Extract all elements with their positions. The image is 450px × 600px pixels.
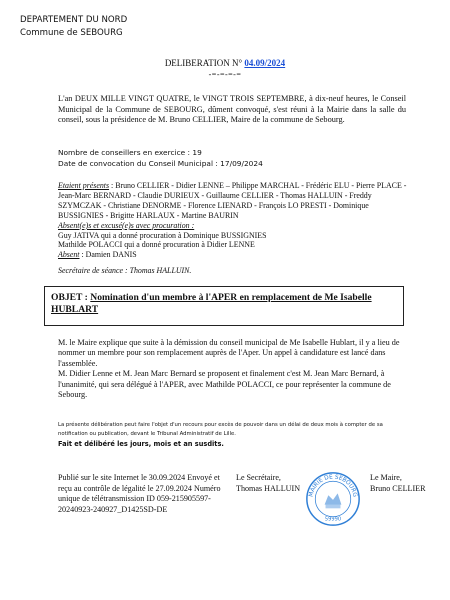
absent-list: : Damien DANIS [79,250,137,260]
secretary-name: Thomas HALLUIN [236,483,301,493]
convocation-date: Date de convocation du Conseil Municipal : 17/09/2024 [58,158,263,168]
attendance-block [58,181,408,260]
deliberation-heading [0,58,450,80]
mairie-stamp-icon [305,471,361,527]
fait-line: Fait et délibéré les jours, mois et an susdits. [58,440,224,448]
present-line [58,181,408,221]
mayor-role: Le Maire, [370,473,402,482]
svg-text:59990: 59990 [324,516,342,523]
intro-paragraph: L'an DEUX MILLE VINGT QUATRE, le VINGT TROIS SEPTEMBRE, à dix-neuf heures, le Conseil Municipal de la Commune de SEBOURG, dûment convoqué, s'est réuni à la Mairie dans la salle du conseil, sous la présidence de M. Bruno CELLIER, Maire de la commune de Sebourg. [58,94,406,125]
absent-label: Absent [58,250,80,260]
publication-info: Publié sur le site Internet le 30.09.2024 Envoyé et reçu au contrôle de légalité le 27.09.2024 Numéro unique de télétransmission ID 059-215905597-20240923-240927_D1425SD-DE [58,473,221,514]
body-paragraph-2: M. Didier Lenne et M. Jean Marc Bernard se proposent et finalement c'est M. Jean Marc Bernard, à l'unanimité, qui sera délégué à l'APER, avec Mathilde POLACCI, ce pour représenter la commune de Sebourg. [58,369,391,400]
proxy-line-1: Guy JATIVA qui a donné procuration à Dominique BUSSIGNIES [58,230,267,240]
department-name: DEPARTEMENT DU NORD [20,15,128,25]
deliberation-body [58,338,404,400]
body-paragraph-1: M. le Maire explique que suite à la démission du conseil municipal de Me Isabelle Hublart, il y a lieu de nommer un membre pour son remplacement auprès de l'Aper. Un appel à candidature est lancé dans l'assemblée. [58,338,400,368]
svg-text:MAIRIE DE SEBOURG: MAIRIE DE SEBOURG [308,474,358,498]
present-label: Etaient présents [58,181,110,190]
secretary-line: Secrétaire de séance : Thomas HALLUIN. [58,266,192,275]
proxy-line-2: Mathilde POLACCI qui a donné procuration à Didier LENNE [58,240,255,250]
members-count: Nombre de conseillers en exercice : 19 [58,148,202,157]
mayor-signature [370,473,426,494]
legal-notice: La présente délibération peut faire l'objet d'un recours pour excès de pouvoir dans un délai de deux mois à compter de sa notification ou publication, devant le Tribunal Administratif de Lille. [58,422,383,437]
counts-block [58,148,263,169]
objet-title: Nomination d'un membre à l'APER en remplacement de Me Isabelle HUBLART [51,292,372,315]
secretary-role: Le Secrétaire, [236,473,281,482]
excused-label: Absent(e)s et excusé(e)s avec procuration : [58,220,195,230]
deliberation-number: 04.09/2024 [244,58,286,68]
header-block [20,14,127,40]
mayor-name: Bruno CELLIER [370,483,426,493]
absent-line [58,250,408,260]
commune-name: Commune de SEBOURG [20,28,123,38]
deliberation-label: DELIBERATION N° [164,58,243,68]
deliberation-separator: -=-=-=-= [208,70,242,79]
objet-box [44,286,404,326]
present-list: : Bruno CELLIER - Didier LENNE – Philippe MARCHAL - Frédéric ELU - Pierre PLACE - Jean-Marc BERNARD - Claudie DURIEUX - Guillaume CELLIER - Thomas HALLUIN - Freddy SZYMCZAK - Christiane DENORME - Florence LIENARD - François LO PRESTI - Dominique BUSSIGNIES - Brigitte HARLAUX - Martine BAURIN [58,181,407,220]
objet-label: OBJET : [51,292,88,303]
secretary-signature [236,473,300,494]
